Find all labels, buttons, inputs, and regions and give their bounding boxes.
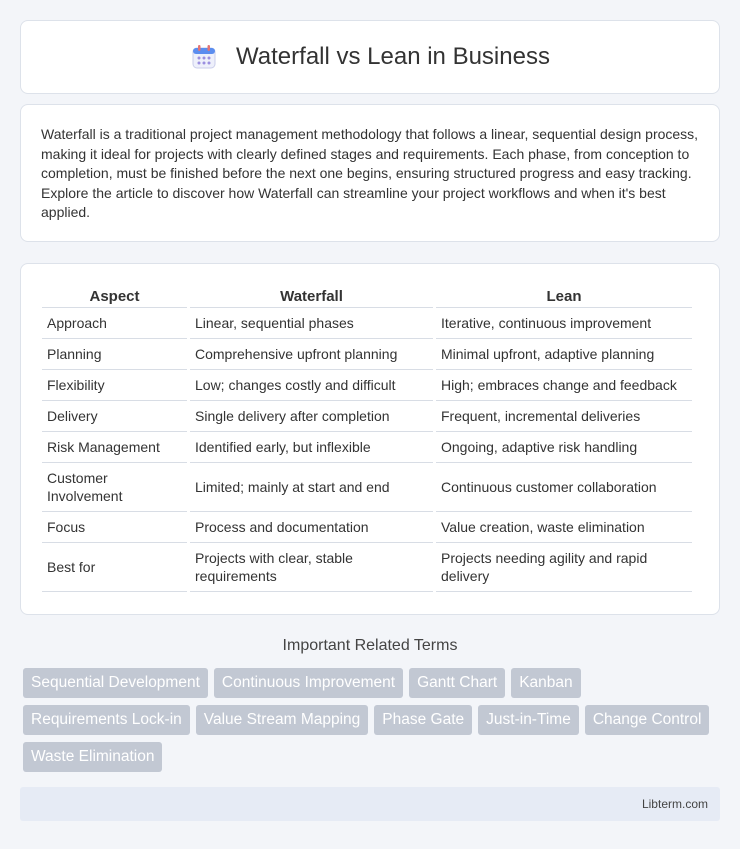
intro-card bbox=[20, 104, 720, 242]
column-header-aspect: Aspect bbox=[42, 286, 187, 308]
comparison-table-card bbox=[20, 263, 720, 615]
cell-lean: Frequent, incremental deliveries bbox=[436, 401, 692, 432]
table-row bbox=[42, 339, 692, 370]
related-terms-list bbox=[20, 668, 720, 772]
term-tag[interactable]: Change Control bbox=[585, 705, 710, 735]
term-tag[interactable]: Waste Elimination bbox=[23, 742, 162, 772]
cell-lean: Minimal upfront, adaptive planning bbox=[436, 339, 692, 370]
cell-lean: Projects needing agility and rapid delivery bbox=[436, 543, 692, 592]
cell-lean: Ongoing, adaptive risk handling bbox=[436, 432, 692, 463]
cell-aspect: Best for bbox=[42, 543, 187, 592]
intro-text: Waterfall is a traditional project management methodology that follows a linear, sequential design process, making it ideal for projects with clearly defined stages and requirements. Each phase, from conception to completion, must be finished before the next one begins, ensuring structured progress and easy tracking. Explore the article to discover how Waterfall can streamline your project workflows and when it's best applied. bbox=[41, 126, 699, 220]
term-tag[interactable]: Phase Gate bbox=[374, 705, 472, 735]
cell-lean: Iterative, continuous improvement bbox=[436, 308, 692, 339]
table-row bbox=[42, 432, 692, 463]
term-tag[interactable]: Sequential Development bbox=[23, 668, 208, 698]
term-tag[interactable]: Continuous Improvement bbox=[214, 668, 403, 698]
cell-aspect: Flexibility bbox=[42, 370, 187, 401]
header-card bbox=[20, 20, 720, 94]
cell-waterfall: Low; changes costly and difficult bbox=[190, 370, 433, 401]
related-terms-title: Important Related Terms bbox=[282, 637, 458, 654]
cell-aspect: Planning bbox=[42, 339, 187, 370]
term-tag[interactable]: Gantt Chart bbox=[409, 668, 505, 698]
cell-waterfall: Comprehensive upfront planning bbox=[190, 339, 433, 370]
table-row bbox=[42, 512, 692, 543]
cell-lean: High; embraces change and feedback bbox=[436, 370, 692, 401]
cell-aspect: Delivery bbox=[42, 401, 187, 432]
term-tag[interactable]: Kanban bbox=[511, 668, 580, 698]
cell-aspect: Approach bbox=[42, 308, 187, 339]
term-tag[interactable]: Value Stream Mapping bbox=[196, 705, 369, 735]
table-row bbox=[42, 308, 692, 339]
term-tag[interactable]: Just-in-Time bbox=[478, 705, 579, 735]
cell-aspect: Customer Involvement bbox=[42, 463, 187, 512]
cell-waterfall: Projects with clear, stable requirements bbox=[190, 543, 433, 592]
calendar-icon bbox=[190, 43, 218, 71]
cell-lean: Value creation, waste elimination bbox=[436, 512, 692, 543]
cell-waterfall: Limited; mainly at start and end bbox=[190, 463, 433, 512]
cell-waterfall: Single delivery after completion bbox=[190, 401, 433, 432]
cell-waterfall: Process and documentation bbox=[190, 512, 433, 543]
table-row bbox=[42, 543, 692, 592]
table-row bbox=[42, 401, 692, 432]
cell-lean: Continuous customer collaboration bbox=[436, 463, 692, 512]
footer-brand-link[interactable]: Libterm.com bbox=[641, 797, 708, 811]
cell-aspect: Risk Management bbox=[42, 432, 187, 463]
column-header-lean: Lean bbox=[436, 286, 692, 308]
cell-aspect: Focus bbox=[42, 512, 187, 543]
cell-waterfall: Linear, sequential phases bbox=[190, 308, 433, 339]
column-header-waterfall: Waterfall bbox=[190, 286, 433, 308]
table-header-row bbox=[42, 286, 692, 308]
term-tag[interactable]: Requirements Lock-in bbox=[23, 705, 190, 735]
comparison-table bbox=[39, 286, 695, 592]
table-row bbox=[42, 370, 692, 401]
page-title: Waterfall vs Lean in Business bbox=[236, 43, 550, 70]
table-row bbox=[42, 463, 692, 512]
cell-waterfall: Identified early, but inflexible bbox=[190, 432, 433, 463]
footer bbox=[20, 787, 720, 821]
